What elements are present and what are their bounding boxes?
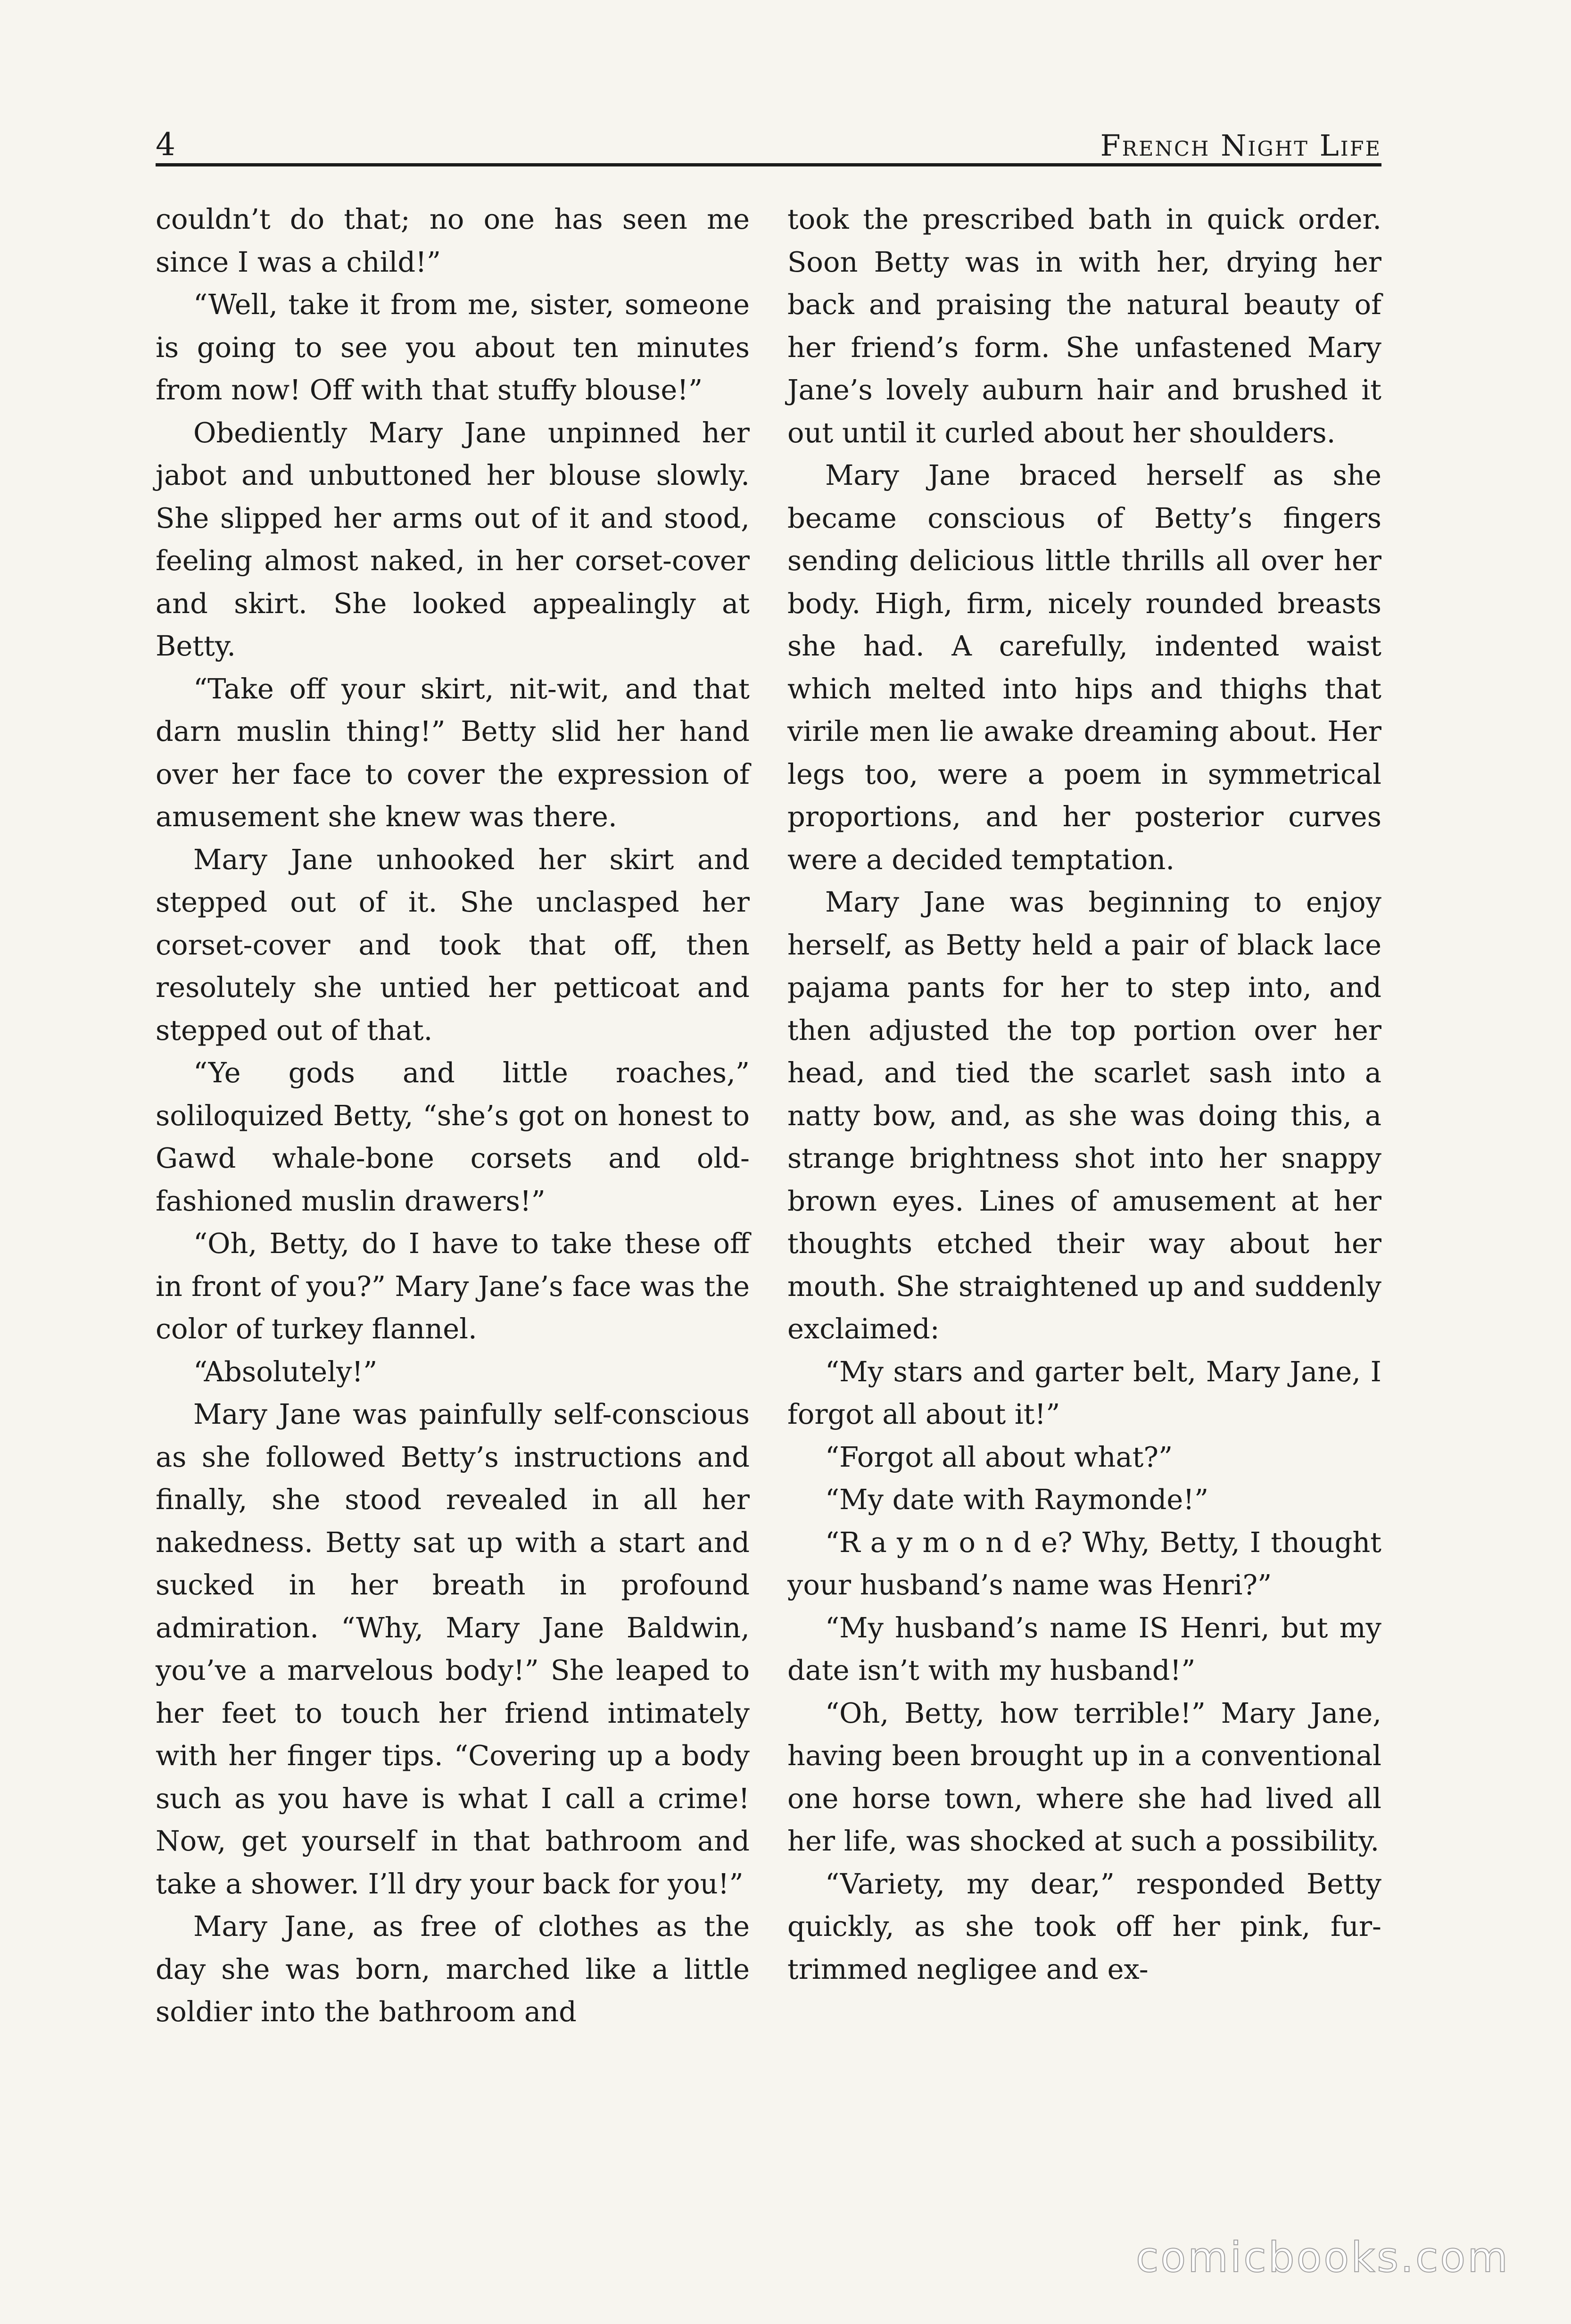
- watermark: comicbooks.com: [1135, 2233, 1510, 2282]
- paragraph: Mary Jane braced herself as she became conscious of Betty’s fingers sending delicious little thrills all over her body. High, firm, nicely rounded breasts she had. A carefully, indented waist which melted into hips and thighs that virile men lie awake dreaming about. Her legs too, were a poem in symmetrical proportions, and her posterior curves were a decided temptation.: [787, 459, 1381, 876]
- page-header: [156, 118, 1381, 163]
- paragraph: Mary Jane, as free of clothes as the day she was born, marched like a little soldier into the bathroom and: [156, 1910, 750, 2028]
- page-number: 4: [156, 126, 175, 163]
- paragraph: “Well, take it from me, sister, someone is going to see you about ten minutes from now! Off with that stuffy blouse!”: [156, 288, 750, 406]
- paragraph: “Ye gods and little roaches,” soliloquized Betty, “she’s got on honest to Gawd whale-bone corsets and old-fashioned muslin drawers!”: [156, 1056, 750, 1217]
- paragraph: Mary Jane was painfully self-conscious as she followed Betty’s instructions and finally, she stood revealed in all her nakedness. Betty sat up with a start and sucked in her breath in profound admiration. “Why, Mary Jane Baldwin, you’ve a marvelous body!” She leaped to her feet to touch her friend intimately with her finger tips. “Covering up a body such as you have is what I call a crime! Now, get yourself in that bathroom and take a shower. I’ll dry your back for you!”: [156, 1398, 750, 1900]
- paragraph: “Variety, my dear,” responded Betty quickly, as she took off her pink, fur-trimmed negligee and ex-: [787, 1867, 1381, 1985]
- paragraph: Obediently Mary Jane unpinned her jabot and unbuttoned her blouse slowly. She slipped her arms out of it and stood, feeling almost naked, in her corset-cover and skirt. She looked appealingly at Betty.: [156, 416, 750, 662]
- paragraph: “My stars and garter belt, Mary Jane, I forgot all about it!”: [787, 1355, 1381, 1430]
- paragraph: “Oh, Betty, how terrible!” Mary Jane, having been brought up in a conventional one horse town, where she had lived all her life, was shocked at such a possibility.: [787, 1696, 1381, 1857]
- paragraph: Mary Jane unhooked her skirt and stepped out of it. She unclasped her corset-cover and took that off, then resolutely she untied her petticoat and stepped out of that.: [156, 843, 750, 1046]
- left-column: [156, 198, 750, 2034]
- paragraph: “Absolutely!”: [193, 1355, 378, 1388]
- header-rule: [156, 163, 1381, 166]
- paragraph: “Forgot all about what?”: [825, 1440, 1173, 1473]
- paragraph: took the prescribed bath in quick order. Soon Betty was in with her, drying her back and praising the natural beauty of her friend’s form. She unfastened Mary Jane’s lovely auburn hair and brushed it out until it curled about her shoulders.: [787, 203, 1381, 449]
- paragraph: “Oh, Betty, do I have to take these off in front of you?” Mary Jane’s face was the color of turkey flannel.: [156, 1227, 750, 1345]
- running-title: French Night Life: [1100, 128, 1381, 163]
- right-column: [787, 198, 1381, 1991]
- paragraph: “My husband’s name IS Henri, but my date isn’t with my husband!”: [787, 1611, 1381, 1686]
- paragraph: “My date with Raymonde!”: [825, 1483, 1209, 1516]
- paragraph: Mary Jane was beginning to enjoy herself, as Betty held a pair of black lace pajama pants for her to step into, and then adjusted the top portion over her head, and tied the scarlet sash into a natty bow, and, as she was doing this, a strange brightness shot into her snappy brown eyes. Lines of amusement at her thoughts etched their way about her mouth. She straightened up and suddenly exclaimed:: [787, 886, 1381, 1345]
- paragraph: “R a y m o n d e? Why, Betty, I thought your husband’s name was Henri?”: [787, 1526, 1381, 1601]
- paragraph: “Take off your skirt, nit-wit, and that darn muslin thing!” Betty slid her hand over her face to cover the expression of amusement she knew was there.: [156, 672, 750, 833]
- paragraph: couldn’t do that; no one has seen me since I was a child!”: [156, 203, 750, 278]
